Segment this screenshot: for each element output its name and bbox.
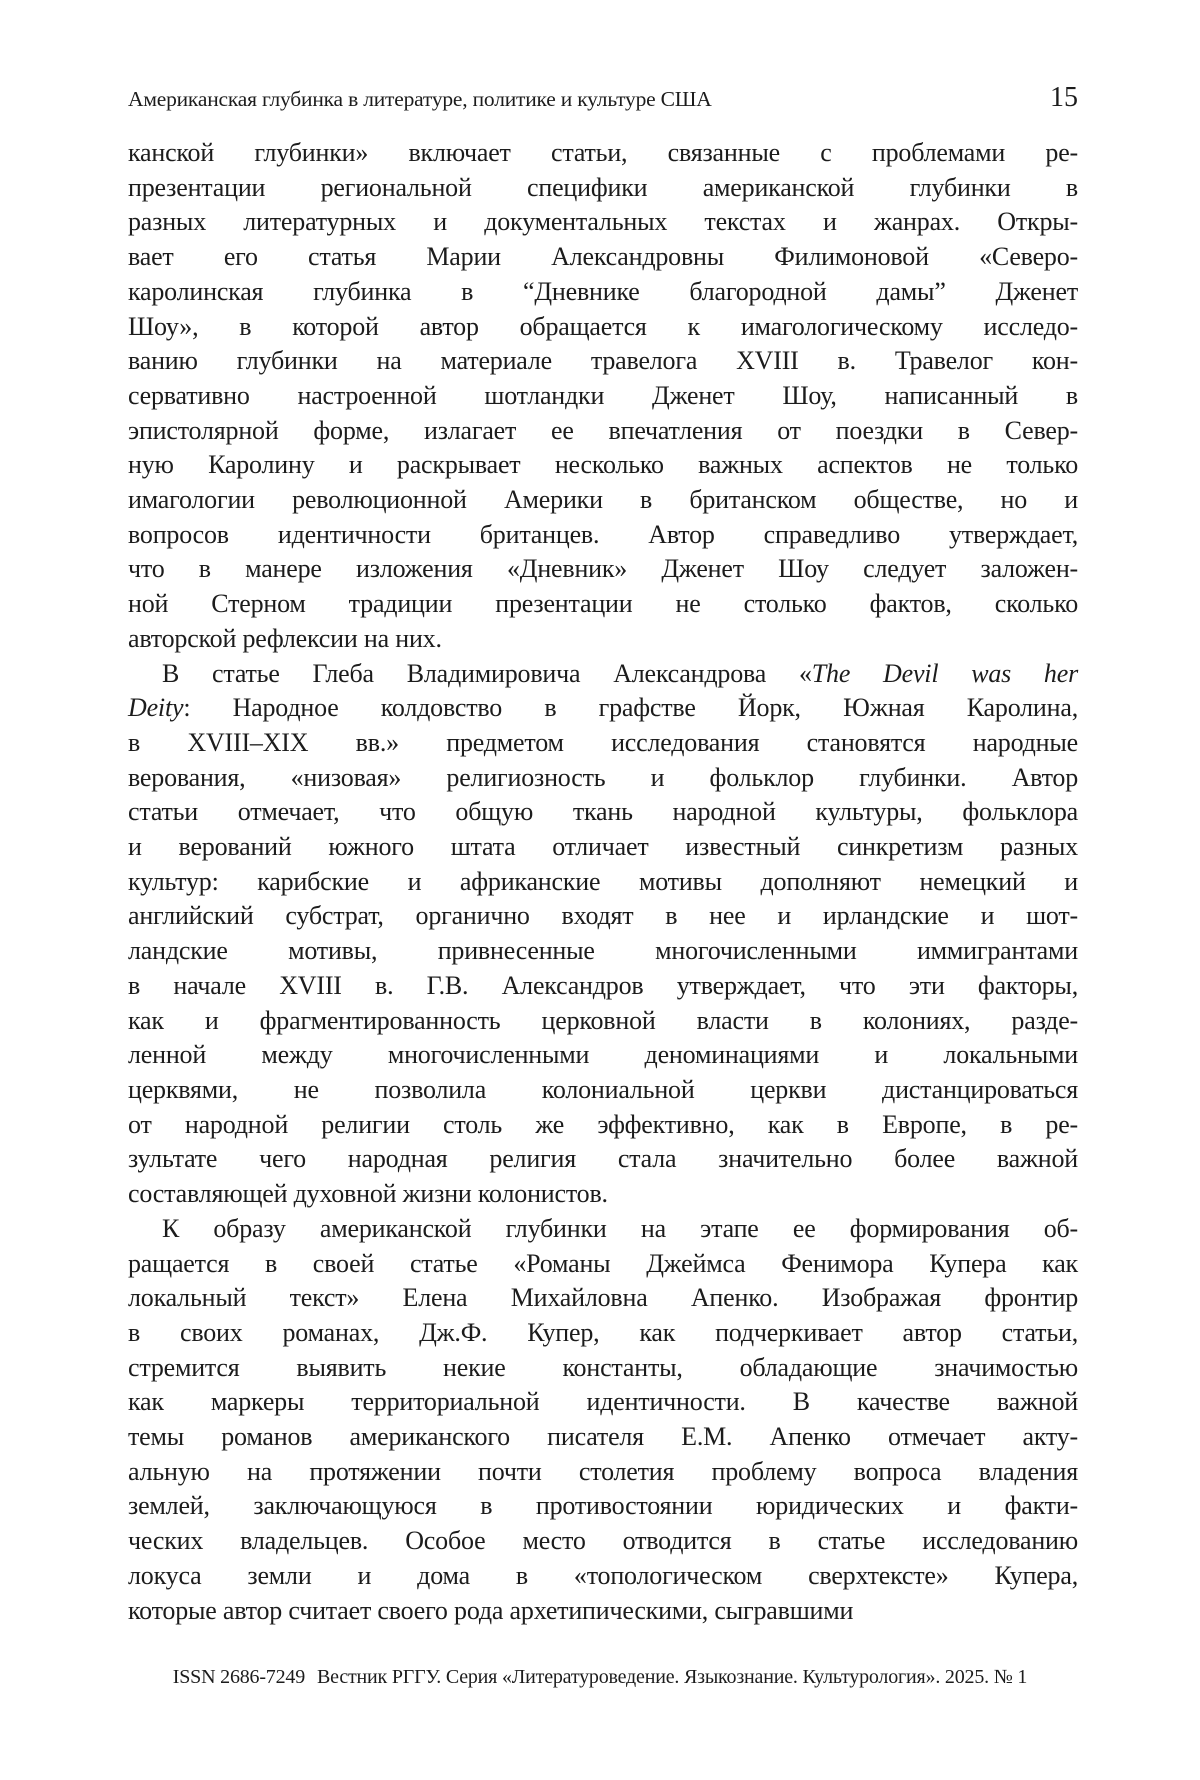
text-segment: составляющей духовной жизни колонистов. [128,1179,608,1209]
text-line [128,830,1078,865]
text-line [128,1489,1078,1524]
text-segment: эпистолярной форме, излагает ее впечатления от поездки в Север- [128,415,1078,445]
text-line [128,761,1078,796]
text-segment: : Народное колдовство в графстве Йорк, Южная Каролина, [183,693,1078,723]
text-line [128,448,1078,483]
text-segment: разных литературных и документальных текстах и жанрах. Откры- [128,207,1078,237]
text-segment: Шоу», в которой автор обращается к имагологическому исследо- [128,311,1078,341]
italic-text-segment: Deity [128,693,184,723]
text-line [128,275,1078,310]
running-head [128,82,1078,114]
text-segment: канской глубинки» включает статьи, связанные с проблемами ре- [128,138,1078,167]
text-line [128,136,1078,171]
text-line [128,795,1078,830]
text-segment: вает его статья Марии Александровны Филимоновой «Северо- [128,242,1078,272]
text-segment: ческих владельцев. Особое место отводится в статье исследованию [128,1526,1078,1556]
text-line [128,657,1078,692]
text-line [128,865,1078,900]
text-line [128,1420,1078,1455]
text-segment: от народной религии столь же эффективно, как в Европе, в ре- [128,1109,1078,1139]
text-segment: зультате чего народная религия стала значительно более важной [128,1144,1078,1174]
text-line [128,344,1078,379]
text-line [128,1212,1078,1247]
text-line [128,691,1078,726]
text-line [128,1004,1078,1039]
footer-journal-title: Вестник РГГУ. Серия «Литературоведение. Языкознание. Культурология». 2025. № 1 [317,1666,1028,1688]
footer-issn: ISSN 2686-7249 [172,1666,306,1688]
text-segment: презентации региональной специфики американской глубинки в [128,172,1078,202]
text-line [128,1385,1078,1420]
text-segment: землей, заключающуюся в противостоянии юридических и факти- [128,1491,1078,1521]
text-segment: как маркеры территориальной идентичности. В качестве важной [128,1387,1078,1417]
text-line [128,934,1078,969]
footer-line [0,1666,1200,1689]
text-segment: К образу американской глубинки на этапе ее формирования об- [162,1213,1078,1243]
text-segment: в XVIII–XIX вв.» предметом исследования становятся народные [128,727,1078,757]
text-line [128,240,1078,275]
text-line [128,205,1078,240]
text-line [128,1559,1078,1594]
text-line [128,483,1078,518]
text-segment: вопросов идентичности британцев. Автор справедливо утверждает, [128,519,1078,549]
text-line [128,1142,1078,1177]
text-line [128,1524,1078,1559]
text-segment: и верований южного штата отличает известный синкретизм разных [128,832,1078,862]
text-line [128,1281,1078,1316]
text-segment: в начале XVIII в. Г.В. Александров утверждает, что эти факторы, [128,970,1078,1000]
text-line [128,1108,1078,1143]
text-segment: В статье Глеба Владимировича Александрова « [162,658,812,688]
text-segment: в своих романах, Дж.Ф. Купер, как подчеркивает автор статьи, [128,1317,1078,1347]
running-head-title: Американская глубинка в литературе, политике и культуре США [128,87,712,111]
text-line [128,1594,1078,1629]
text-line [128,587,1078,622]
text-segment: английский субстрат, органично входят в нее и ирландские и шот- [128,901,1078,931]
text-line [128,1073,1078,1108]
text-line [128,622,1078,657]
text-segment: темы романов американского писателя Е.М. Апенко отмечает акту- [128,1422,1078,1452]
text-segment: верования, «низовая» религиозность и фольклор глубинки. Автор [128,762,1078,792]
text-line [128,1038,1078,1073]
text-segment: ландские мотивы, привнесенные многочисленными иммигрантами [128,936,1078,966]
text-line [128,726,1078,761]
text-segment: которые автор считает своего рода архетипическими, сыгравшими [128,1595,854,1625]
text-segment: церквями, не позволила колониальной церкви дистанцироваться [128,1074,1078,1104]
text-line [128,1177,1078,1212]
text-segment: ную Каролину и раскрывает несколько важных аспектов не только [128,450,1078,480]
text-segment: статьи отмечает, что общую ткань народной культуры, фольклора [128,797,1078,827]
text-line [128,171,1078,206]
italic-text-segment: The Devil was her [811,658,1078,688]
page-number: 15 [1050,82,1078,113]
text-line [128,1247,1078,1282]
text-segment: локуса земли и дома в «топологическом сверхтексте» Купера, [128,1560,1078,1590]
text-segment: что в манере изложения «Дневник» Дженет Шоу следует заложен- [128,554,1078,584]
text-line [128,310,1078,345]
text-segment: ращается в своей статье «Романы Джеймса Фенимора Купера как [128,1248,1078,1278]
text-line [128,414,1078,449]
text-line [128,969,1078,1004]
text-segment: стремится выявить некие константы, обладающие значимостью [128,1352,1078,1382]
text-line [128,1455,1078,1490]
text-segment: ленной между многочисленными деноминациями и локальными [128,1040,1078,1070]
text-segment: локальный текст» Елена Михайловна Апенко. Изображая фронтир [128,1283,1078,1313]
text-segment: авторской рефлексии на них. [128,623,442,653]
text-segment: альную на протяжении почти столетия проблему вопроса владения [128,1456,1078,1486]
article-body [128,136,1078,1628]
text-line [128,379,1078,414]
text-line [128,518,1078,553]
text-segment: ной Стерном традиции презентации не столько фактов, сколько [128,589,1078,619]
text-segment: имагологии революционной Америки в британском обществе, но и [128,485,1078,515]
text-segment: ванию глубинки на материале травелога XVIII в. Травелог кон- [128,346,1078,376]
text-segment: как и фрагментированность церковной власти в колониях, разде- [128,1005,1078,1035]
text-line [128,552,1078,587]
text-line [128,1316,1078,1351]
text-segment: каролинская глубинка в “Дневнике благородной дамы” Дженет [128,276,1078,306]
text-segment: культур: карибские и африканские мотивы дополняют немецкий и [128,866,1078,896]
text-line [128,1351,1078,1386]
text-segment: сервативно настроенной шотландки Дженет Шоу, написанный в [128,380,1078,410]
text-line [128,899,1078,934]
